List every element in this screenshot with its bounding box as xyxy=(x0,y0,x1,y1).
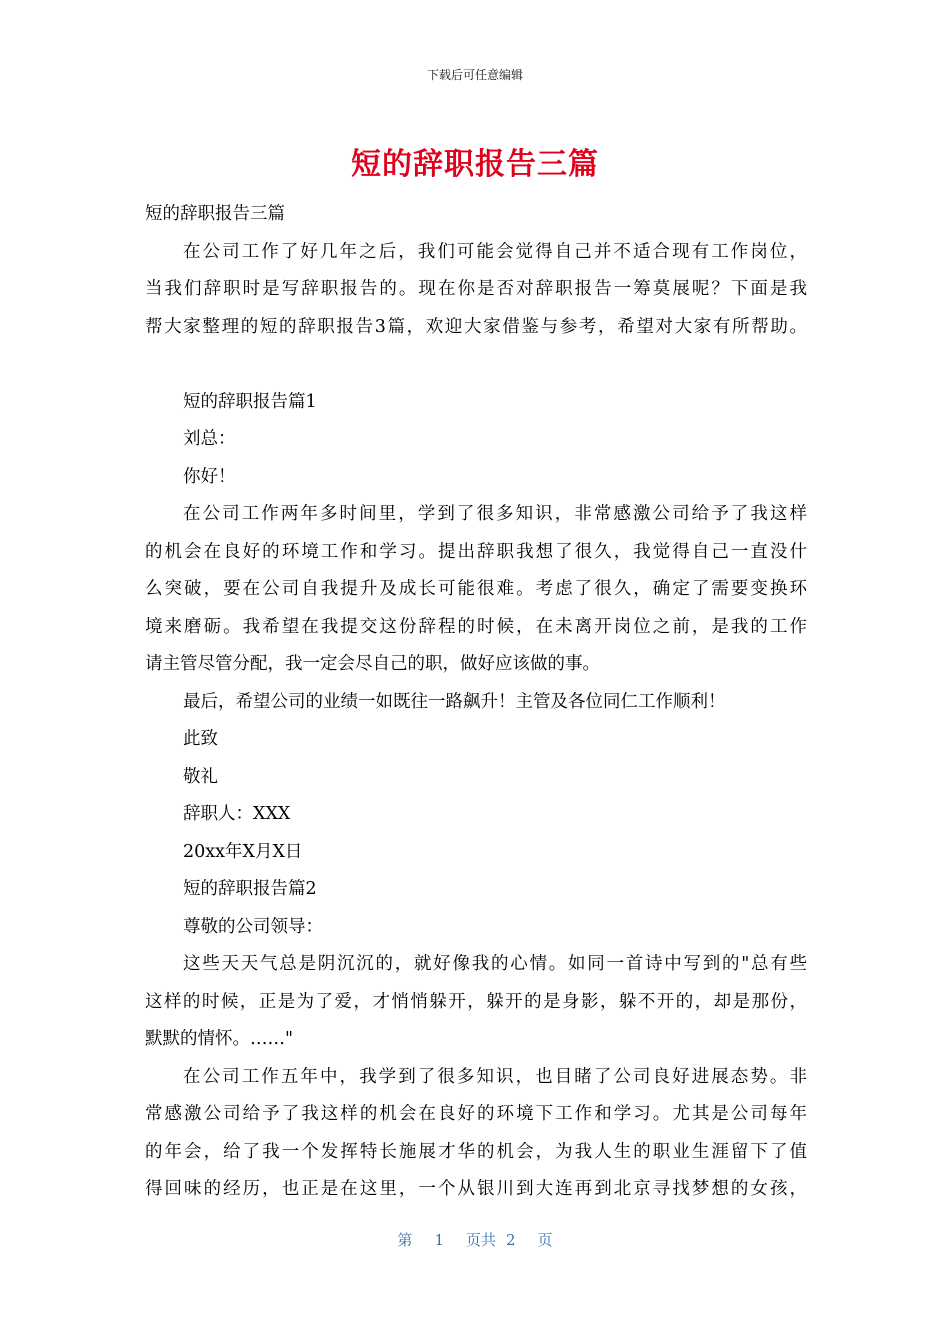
section-heading-2: 短的辞职报告篇2 xyxy=(183,879,317,899)
paragraph-line: 在公司工作五年中，我学到了很多知识，也目睹了公司良好进展态势。非 xyxy=(183,1066,807,1087)
download-note: 下载后可任意编辑 xyxy=(426,68,523,82)
current-page-number: 1 xyxy=(434,1231,444,1249)
paragraph-line: 的机会在良好的环境工作和学习。提出辞职我想了很久，我觉得自己一直没什 xyxy=(145,541,807,562)
paragraph-line: 帮大家整理的短的辞职报告3篇，欢迎大家借鉴与参考，希望对大家有所帮助。 xyxy=(145,316,807,337)
paragraph-line: 默默的情怀。……" xyxy=(145,1029,294,1049)
page-label-suffix: 页 xyxy=(537,1231,553,1249)
paragraph-line: 这样的时候，正是为了爱，才悄悄躲开，躲开的是身影，躲不开的，却是那份， xyxy=(145,991,807,1012)
paragraph-line: 这些天天气总是阴沉沉的，就好像我的心情。如同一首诗中写到的"总有些 xyxy=(183,954,807,974)
closing-line: 此致 xyxy=(183,729,218,749)
paragraph-line: 最后，希望公司的业绩一如既往一路飙升！主管及各位同仁工作顺利！ xyxy=(183,691,726,712)
greeting: 你好！ xyxy=(183,466,236,487)
page-label-middle: 页共 xyxy=(465,1231,496,1249)
paragraph-line: 在公司工作了好几年之后，我们可能会觉得自己并不适合现有工作岗位， xyxy=(183,241,807,262)
document-title: 短的辞职报告三篇 xyxy=(351,147,599,182)
document-body xyxy=(145,196,807,1209)
paragraph-line: 当我们辞职时是写辞职报告的。现在你是否对辞职报告一筹莫展呢？下面是我 xyxy=(145,279,807,299)
date-line: 20xx年X月X日 xyxy=(183,841,303,862)
subtitle-line: 短的辞职报告三篇 xyxy=(145,204,285,224)
paragraph-line: 得回味的经历，也正是在这里，一个从银川到大连再到北京寻找梦想的女孩， xyxy=(145,1179,807,1199)
page-footer xyxy=(0,1230,950,1250)
paragraph-line: 请主管尽管分配，我一定会尽自己的职，做好应该做的事。 xyxy=(145,654,600,674)
section-heading-1: 短的辞职报告篇1 xyxy=(183,391,317,412)
salutation: 尊敬的公司领导： xyxy=(183,916,323,937)
total-pages-number: 2 xyxy=(506,1231,516,1249)
paragraph-line: 境来磨砺。我希望在我提交这份辞程的时候，在未离开岗位之前，是我的工作 xyxy=(145,616,807,637)
page-label-prefix: 第 xyxy=(397,1231,413,1249)
paragraph-line: 的年会，给了我一个发挥特长施展才华的机会，为我人生的职业生涯留下了值 xyxy=(145,1141,807,1162)
paragraph-line: 在公司工作两年多时间里，学到了很多知识，非常感激公司给予了我这样 xyxy=(183,504,807,524)
salutation: 刘总： xyxy=(183,429,236,449)
signature-line: 辞职人：XXX xyxy=(183,804,291,824)
blank-line xyxy=(145,346,807,384)
paragraph-line: 么突破，要在公司自我提升及成长可能很难。考虑了很久，确定了需要变换环 xyxy=(145,579,807,599)
paragraph-line: 常感激公司给予了我这样的机会在良好的环境下工作和学习。尤其是公司每年 xyxy=(145,1104,807,1124)
closing-line: 敬礼 xyxy=(183,766,218,787)
